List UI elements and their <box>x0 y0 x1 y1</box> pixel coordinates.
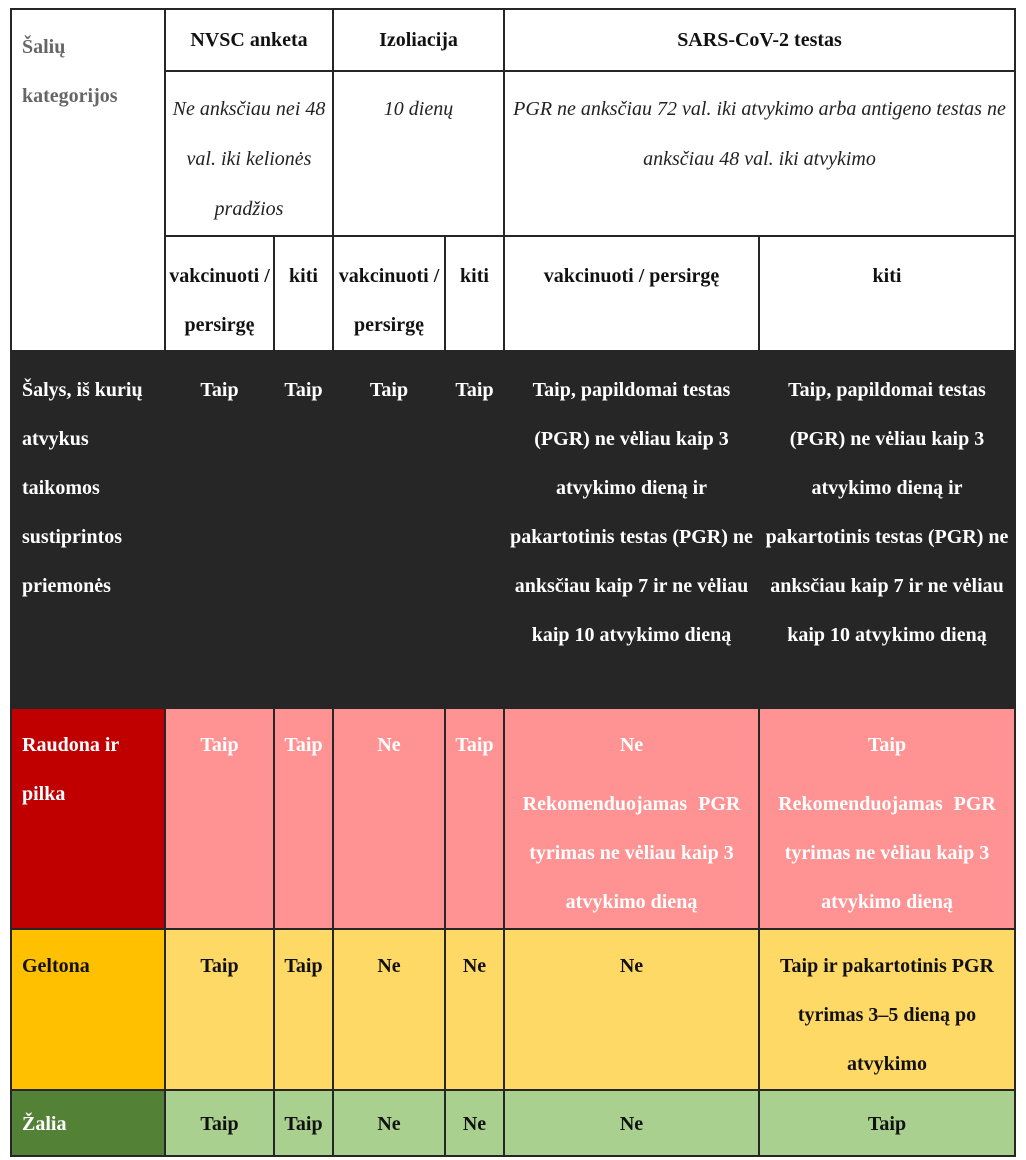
nvsc-description-cell <box>165 71 333 236</box>
category-label: Raudona ir pilka <box>22 734 119 805</box>
cell-value: Taip <box>369 379 409 401</box>
cell-nvsc-others <box>274 929 333 1090</box>
cell-value: Ne <box>462 955 487 977</box>
cell-test-vaccinated <box>504 929 759 1090</box>
cell-value: Taip <box>867 1113 907 1135</box>
cell-isolation-vaccinated <box>333 1090 445 1156</box>
header-row <box>11 9 1015 71</box>
cell-value: Taip <box>455 379 494 401</box>
cell-value: Taip <box>284 379 323 401</box>
travel-rules-table <box>10 8 1016 1157</box>
table-row-reinforced <box>11 351 1015 708</box>
category-label: Šalys, iš kurių atvykus taikomos sustiprintos priemonės <box>22 379 143 597</box>
category-cell-green <box>11 1090 165 1156</box>
cell-isolation-others <box>445 708 504 929</box>
cell-value: Ne <box>619 734 644 756</box>
table-row-yellow <box>11 929 1015 1090</box>
test-description-cell <box>504 71 1015 236</box>
cell-nvsc-vaccinated <box>165 351 274 708</box>
subheader-isolation-others <box>445 236 504 351</box>
cell-isolation-vaccinated <box>333 708 445 929</box>
cell-value: Taip <box>200 379 239 401</box>
cell-test-others <box>759 929 1015 1090</box>
corner-label: Šalių kategorijos <box>22 36 118 107</box>
cell-value: Taip <box>284 734 323 756</box>
subheader-nvsc-others <box>274 236 333 351</box>
cell-nvsc-others <box>274 1090 333 1156</box>
subheader-test-vaccinated <box>504 236 759 351</box>
col-header-test <box>504 9 1015 71</box>
cell-test-vaccinated <box>504 1090 759 1156</box>
col-header-nvsc <box>165 9 333 71</box>
table-row-red <box>11 708 1015 929</box>
cell-value: Ne <box>462 1113 487 1135</box>
subheader-isolation-vaccinated-label: vakcinuoti / persirgę <box>338 265 440 336</box>
col-header-test-label: SARS-CoV-2 testas <box>677 29 842 51</box>
subheader-test-others-label: kiti <box>872 265 902 287</box>
col-header-nvsc-label: NVSC anketa <box>190 29 308 51</box>
recommendation-lead: Rekomenduojamas PGR <box>778 793 996 815</box>
category-label: Žalia <box>22 1113 67 1135</box>
subheader-nvsc-vaccinated <box>165 236 274 351</box>
cell-nvsc-vaccinated <box>165 1090 274 1156</box>
recommendation-lead: Rekomenduojamas PGR <box>522 793 741 815</box>
category-cell-yellow <box>11 929 165 1090</box>
cell-isolation-others <box>445 929 504 1090</box>
recommendation-text: tyrimas ne vėliau kaip 3 atvykimo dieną <box>784 842 990 913</box>
cell-value: Taip <box>455 734 494 756</box>
isolation-description-cell <box>333 71 504 236</box>
cell-nvsc-others <box>274 351 333 708</box>
test-description: PGR ne anksčiau 72 val. iki atvykimo arba antigeno testas ne anksčiau 48 val. iki atvykimo <box>513 98 1006 170</box>
subheader-test-vaccinated-label: vakcinuoti / persirgę <box>543 265 720 287</box>
cell-value: Taip <box>284 1113 323 1135</box>
table-container <box>10 8 1016 1157</box>
subheader-test-others <box>759 236 1015 351</box>
subheader-isolation-others-label: kiti <box>460 265 489 287</box>
cell-value: Ne <box>377 734 401 756</box>
cell-value: Ne <box>377 1113 401 1135</box>
col-header-isolation-label: Izoliacija <box>379 29 458 51</box>
cell-value: Taip ir pakartotinis PGR tyrimas 3–5 dieną po atvykimo <box>780 955 994 1075</box>
cell-nvsc-vaccinated <box>165 929 274 1090</box>
cell-value: Ne <box>619 1113 644 1135</box>
cell-test-others <box>759 1090 1015 1156</box>
subheader-isolation-vaccinated <box>333 236 445 351</box>
cell-value: Ne <box>377 955 401 977</box>
cell-test-vaccinated <box>504 708 759 929</box>
cell-value: Taip, papildomai testas (PGR) ne vėliau kaip 3 atvykimo dieną ir pakartotinis testas (PGR) ne anksčiau kaip 7 ir ne vėliau kaip 10 atvykimo dieną <box>510 379 753 646</box>
category-cell-red <box>11 708 165 929</box>
cell-value: Taip <box>284 955 323 977</box>
cell-value: Taip <box>200 734 239 756</box>
subheader-nvsc-others-label: kiti <box>289 265 318 287</box>
recommendation-text: tyrimas ne vėliau kaip 3 atvykimo dieną <box>529 842 734 913</box>
category-label: Geltona <box>22 955 90 977</box>
cell-test-others <box>759 708 1015 929</box>
corner-label-cell <box>11 9 165 351</box>
nvsc-description: Ne anksčiau nei 48 val. iki kelionės pradžios <box>172 98 326 220</box>
subheader-nvsc-vaccinated-label: vakcinuoti / persirgę <box>169 265 270 336</box>
isolation-description: 10 dienų <box>383 98 454 120</box>
table-row-green <box>11 1090 1015 1156</box>
cell-value: Taip <box>200 955 239 977</box>
cell-value: Taip, papildomai testas (PGR) ne vėliau kaip 3 atvykimo dieną ir pakartotinis testas (PGR) ne anksčiau kaip 7 ir ne vėliau kaip 10 atvykimo dieną <box>765 379 1009 646</box>
cell-nvsc-vaccinated <box>165 708 274 929</box>
col-header-isolation <box>333 9 504 71</box>
cell-isolation-others <box>445 1090 504 1156</box>
cell-test-others <box>759 351 1015 708</box>
cell-value: Taip <box>200 1113 239 1135</box>
cell-test-vaccinated <box>504 351 759 708</box>
category-cell-reinforced <box>11 351 165 708</box>
cell-isolation-vaccinated <box>333 929 445 1090</box>
cell-nvsc-others <box>274 708 333 929</box>
cell-isolation-vaccinated <box>333 351 445 708</box>
cell-value: Ne <box>619 955 644 977</box>
cell-isolation-others <box>445 351 504 708</box>
cell-value: Taip <box>867 734 907 756</box>
